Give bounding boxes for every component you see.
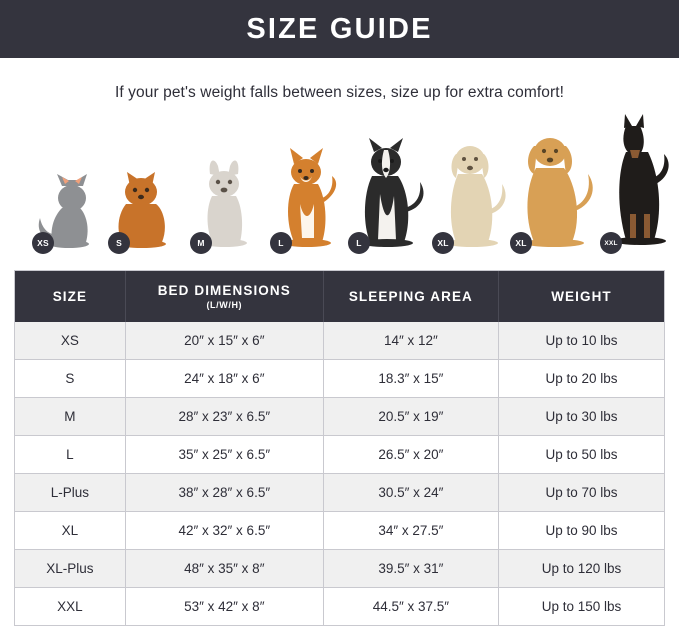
column-header-weight-label: WEIGHT	[551, 289, 612, 304]
cell-sleeping: 44.5″ x 37.5″	[323, 588, 498, 626]
column-header-weight	[498, 271, 664, 322]
size-badge-xs: XS	[32, 232, 54, 254]
table-head	[15, 271, 664, 322]
size-badge-s: S	[108, 232, 130, 254]
cell-dimensions: 24″ x 18″ x 6″	[125, 360, 323, 398]
cell-weight: Up to 20 lbs	[498, 360, 664, 398]
cell-sleeping: 39.5″ x 31″	[323, 550, 498, 588]
cell-sleeping: 26.5″ x 20″	[323, 436, 498, 474]
cell-sleeping: 20.5″ x 19″	[323, 398, 498, 436]
column-header-sleeping-area	[323, 271, 498, 322]
cell-weight: Up to 150 lbs	[498, 588, 664, 626]
column-header-bed-dimensions-label: BED DIMENSIONS	[157, 283, 291, 298]
table-body	[15, 322, 664, 626]
cell-weight: Up to 50 lbs	[498, 436, 664, 474]
cell-dimensions: 53″ x 42″ x 8″	[125, 588, 323, 626]
cell-sleeping: 34″ x 27.5″	[323, 512, 498, 550]
subtitle-text: If your pet's weight falls between sizes, size up for extra comfort!	[114, 84, 565, 101]
doberman-silhouette	[600, 114, 679, 248]
cell-size: XL	[15, 512, 125, 550]
cell-dimensions: 48″ x 35″ x 8″	[125, 550, 323, 588]
pet-m	[190, 154, 262, 254]
cell-size: L-Plus	[15, 474, 125, 512]
cell-size: L	[15, 436, 125, 474]
pet-xs	[32, 174, 102, 254]
table-row	[15, 474, 664, 512]
size-badge-xl-1: XL	[432, 232, 454, 254]
column-header-bed-dimensions	[125, 271, 323, 322]
cell-size: XL-Plus	[15, 550, 125, 588]
cell-dimensions: 20″ x 15″ x 6″	[125, 322, 323, 360]
cell-sleeping: 18.3″ x 15″	[323, 360, 498, 398]
pet-xxl	[600, 114, 679, 254]
table-row	[15, 322, 664, 360]
table-row	[15, 512, 664, 550]
golden-retriever-silhouette	[510, 126, 602, 248]
table-row	[15, 550, 664, 588]
cell-weight: Up to 30 lbs	[498, 398, 664, 436]
pet-l-1	[270, 142, 348, 254]
cell-sleeping: 30.5″ x 24″	[323, 474, 498, 512]
cell-weight: Up to 10 lbs	[498, 322, 664, 360]
cell-sleeping: 14″ x 12″	[323, 322, 498, 360]
cell-dimensions: 35″ x 25″ x 6.5″	[125, 436, 323, 474]
size-badge-l-2: L	[348, 232, 370, 254]
border-collie-silhouette	[348, 134, 434, 248]
table-row	[15, 398, 664, 436]
table-row	[15, 436, 664, 474]
pet-l-2	[348, 134, 434, 254]
labrador-silhouette	[432, 134, 516, 248]
cell-dimensions: 28″ x 23″ x 6.5″	[125, 398, 323, 436]
pet-size-lineup	[14, 114, 665, 254]
cell-dimensions: 42″ x 32″ x 6.5″	[125, 512, 323, 550]
column-header-sleeping-area-label: SLEEPING AREA	[348, 289, 473, 304]
size-badge-xl-2: XL	[510, 232, 532, 254]
cell-weight: Up to 70 lbs	[498, 474, 664, 512]
column-header-bed-dimensions-sub: (L/W/H)	[206, 300, 243, 310]
cell-weight: Up to 120 lbs	[498, 550, 664, 588]
size-badge-m: M	[190, 232, 212, 254]
table-header-row	[15, 271, 664, 322]
table-row	[15, 360, 664, 398]
cell-size: S	[15, 360, 125, 398]
header-bar	[0, 0, 679, 58]
size-badge-l-1: L	[270, 232, 292, 254]
pet-xl-2	[510, 126, 602, 254]
table-row	[15, 588, 664, 626]
cell-weight: Up to 90 lbs	[498, 512, 664, 550]
pet-s	[108, 162, 180, 254]
column-header-size	[15, 271, 125, 322]
cell-size: M	[15, 398, 125, 436]
cell-size: XXL	[15, 588, 125, 626]
column-header-size-label: SIZE	[52, 289, 88, 304]
cell-dimensions: 38″ x 28″ x 6.5″	[125, 474, 323, 512]
size-table	[15, 271, 664, 626]
size-badge-xxl: XXL	[600, 232, 622, 254]
size-table-wrapper	[14, 270, 665, 626]
pet-xl-1	[432, 134, 516, 254]
cell-size: XS	[15, 322, 125, 360]
page-title: SIZE GUIDE	[246, 12, 433, 45]
